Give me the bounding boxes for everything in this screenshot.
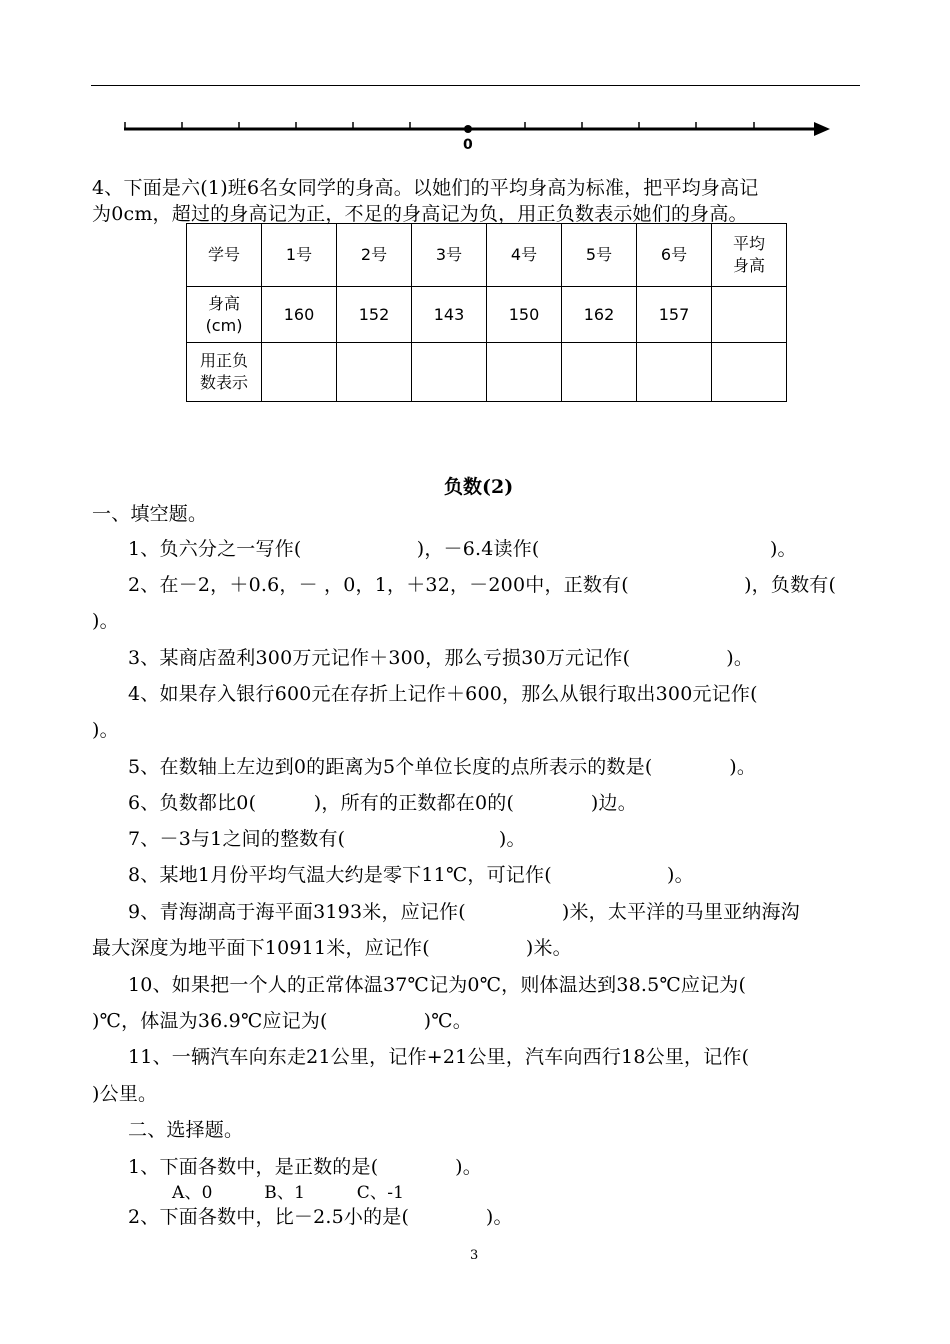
choice-question-1: 1、下面各数中，是正数的是( )。 xyxy=(128,1156,482,1178)
height-cell: 143 xyxy=(412,287,487,343)
question-11: 11、一辆汽车向东走21公里，记作+21公里，汽车向西行18公里，记作( xyxy=(128,1046,750,1068)
top-rule xyxy=(91,85,860,86)
header-cell: 平均 身高 xyxy=(712,224,787,287)
question-1: 1、负六分之一写作( )，－6.4读作( )。 xyxy=(128,538,797,560)
height-cell: 150 xyxy=(487,287,562,343)
height-cell: 152 xyxy=(337,287,412,343)
height-cell: 162 xyxy=(562,287,637,343)
section-title: 负数(2) xyxy=(444,476,514,498)
answer-cell[interactable] xyxy=(412,343,487,402)
header-cell: 2号 xyxy=(337,224,412,287)
answer-cell[interactable] xyxy=(637,343,712,402)
answer-cell[interactable] xyxy=(712,343,787,402)
question-9: 9、青海湖高于海平面3193米，应记作( )米，太平洋的马里亚纳海沟 xyxy=(128,901,800,923)
page-number: 3 xyxy=(470,1248,479,1263)
choice-question-2: 2、下面各数中，比－2.5小的是( )。 xyxy=(128,1206,513,1228)
question-4: 4、如果存入银行600元在存折上记作＋600，那么从银行取出300元记作( xyxy=(128,683,758,705)
choice-options-1: A、0 B、1 C、-1 xyxy=(172,1183,405,1203)
header-cell: 学号 xyxy=(187,224,262,287)
number-line xyxy=(122,112,832,152)
question-7: 7、－3与1之间的整数有( )。 xyxy=(128,828,526,850)
question-4-cont: )。 xyxy=(92,719,119,741)
average-cell[interactable] xyxy=(712,287,787,343)
header-cell: 4号 xyxy=(487,224,562,287)
answer-cell[interactable] xyxy=(562,343,637,402)
part1-heading: 一、填空题。 xyxy=(92,503,208,525)
question-3: 3、某商店盈利300万元记作＋300，那么亏损30万元记作( )。 xyxy=(128,647,754,669)
question-2: 2、在－2，＋0.6，－ ，0，1，＋32，－200中，正数有( )，负数有( xyxy=(128,574,837,596)
answer-cell[interactable] xyxy=(487,343,562,402)
row-label: 用正负 数表示 xyxy=(187,343,262,402)
answer-cell[interactable] xyxy=(262,343,337,402)
height-table xyxy=(186,223,787,402)
q4-line2: 为0cm，超过的身高记为正，不足的身高记为负，用正负数表示她们的身高。 xyxy=(92,203,748,225)
question-5: 5、在数轴上左边到0的距离为5个单位长度的点所表示的数是( )。 xyxy=(128,756,757,778)
question-2-cont: )。 xyxy=(92,610,119,632)
height-cell: 157 xyxy=(637,287,712,343)
q4-line1: 4、下面是六(1)班6名女同学的身高。以她们的平均身高为标准，把平均身高记 xyxy=(92,177,759,199)
question-8: 8、某地1月份平均气温大约是零下11℃，可记作( )。 xyxy=(128,864,694,886)
header-cell: 3号 xyxy=(412,224,487,287)
zero-label: 0 xyxy=(463,137,473,152)
header-cell: 5号 xyxy=(562,224,637,287)
row-label: 身高 (cm) xyxy=(187,287,262,343)
question-9-cont: 最大深度为地平面下10911米，应记作( )米。 xyxy=(92,937,572,959)
question-6: 6、负数都比0( )，所有的正数都在0的( )边。 xyxy=(128,792,637,814)
part2-heading: 二、选择题。 xyxy=(128,1119,244,1141)
question-10-cont: )℃，体温为36.9℃应记为( )℃。 xyxy=(92,1010,472,1032)
height-cell: 160 xyxy=(262,287,337,343)
question-11-cont: )公里。 xyxy=(92,1083,158,1105)
question-10: 10、如果把一个人的正常体温37℃记为0℃，则体温达到38.5℃应记为( xyxy=(128,974,747,996)
header-cell: 6号 xyxy=(637,224,712,287)
header-cell: 1号 xyxy=(262,224,337,287)
answer-cell[interactable] xyxy=(337,343,412,402)
